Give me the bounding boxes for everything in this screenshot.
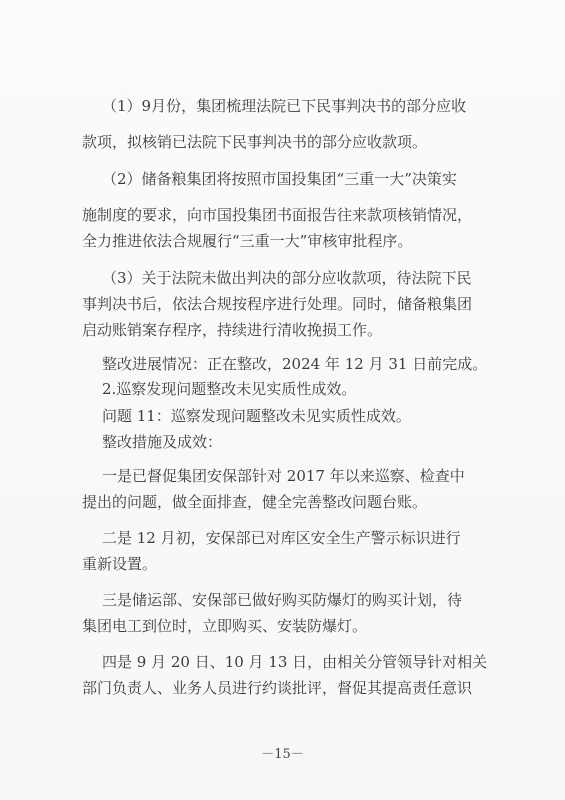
paragraph-line: 集团电工到位时，立即购买、安装防爆灯。 [82, 617, 368, 635]
paragraph-line: 2.巡察发现问题整改未见实质性成效。 [102, 380, 357, 398]
paragraph-line: （1）9月份，集团梳理法院已下民事判决书的部分应收 [102, 97, 467, 115]
paragraph-line: 启动账销案存程序，持续进行清收挽损工作。 [82, 321, 383, 339]
paragraph-line: 部门负责人、业务人员进行约谈批评，督促其提高责任意识 [82, 679, 473, 697]
paragraph-line: 四是 9 月 20 日、10 月 13 日，由相关分管领导针对相关 [102, 653, 488, 671]
paragraph-line: 三是储运部、安保部已做好购买防爆灯的购买计划，待 [102, 591, 463, 609]
paragraph-line: 问题 11：巡察发现问题整改未见实质性成效。 [102, 407, 411, 425]
paragraph-line: 事判决书后，依法合规按程序进行处理。同时，储备粮集团 [82, 295, 473, 313]
paragraph-line: （3）关于法院未做出判决的部分应收款项，待法院下民 [102, 269, 472, 287]
paragraph-line: 提出的问题，做全面排查，健全完善整改问题台账。 [82, 493, 428, 511]
page-number: －15－ [261, 747, 304, 762]
paragraph-line: 整改措施及成效： [102, 433, 223, 451]
paragraph-line: （2）储备粮集团将按照市国投集团“三重一大”决策实 [102, 170, 457, 188]
paragraph-line: 全力推进依法合规履行“三重一大”审核审批程序。 [82, 232, 413, 250]
paragraph-line: 二是 12 月初，安保部已对库区安全生产警示标识进行 [102, 529, 461, 547]
paragraph-line: 整改进展情况：正在整改，2024 年 12 月 31 日前完成。 [102, 355, 488, 373]
paragraph-line: 一是已督促集团安保部针对 2017 年以来巡察、检查中 [102, 467, 465, 485]
paragraph-line: 重新设置。 [82, 555, 158, 573]
paragraph-line: 款项，拟核销已法院下民事判决书的部分应收款项。 [82, 133, 428, 151]
paragraph-line: 施制度的要求，向市国投集团书面报告往来款项核销情况， [82, 206, 473, 224]
